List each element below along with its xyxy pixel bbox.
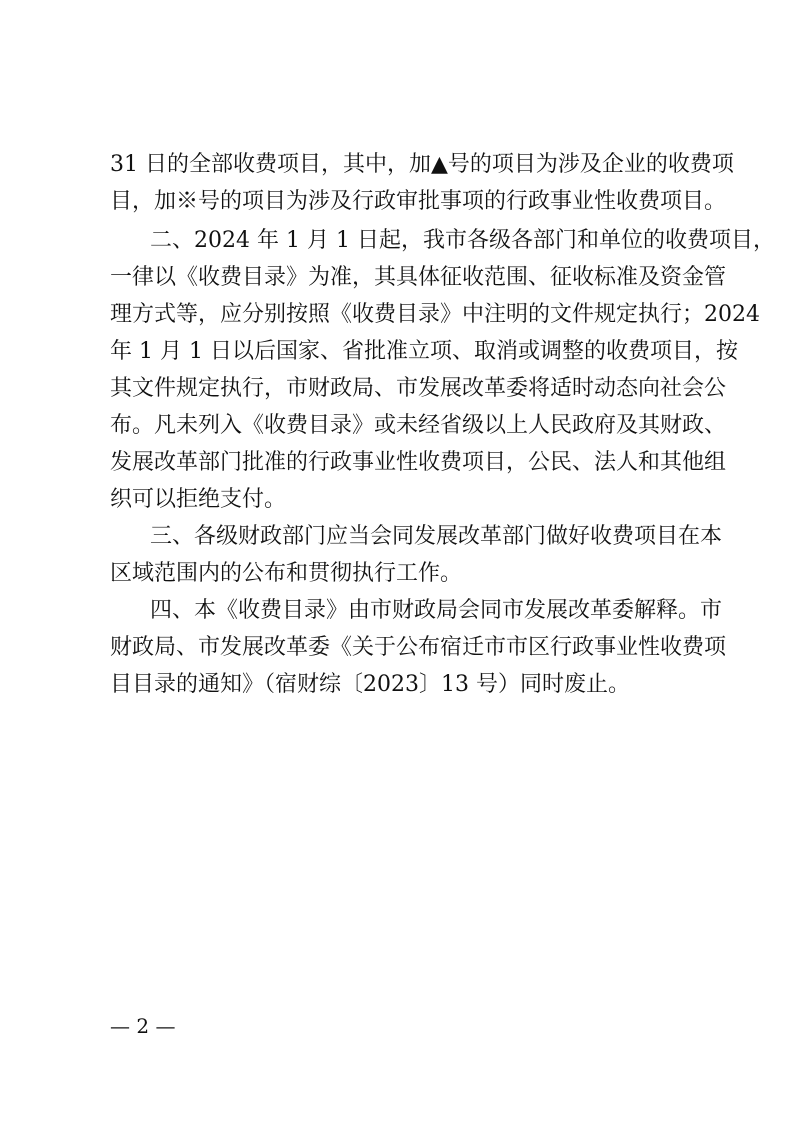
- text-line: 区域范围内的公布和贯彻执行工作。: [110, 561, 463, 586]
- paragraph-start-line: 四、本《收费目录》由市财政局会同市发展改革委解释。市: [150, 598, 723, 623]
- text-line: 理方式等，应分别按照《收费目录》中注明的文件规定执行；2024: [110, 302, 760, 327]
- text-line: 布。凡未列入《收费目录》或未经省级以上人民政府及其财政、: [110, 413, 727, 438]
- text-line: 其文件规定执行，市财政局、市发展改革委将适时动态向社会公: [110, 376, 727, 401]
- text-line: 发展改革部门批准的行政事业性收费项目，公民、法人和其他组: [110, 450, 727, 475]
- page-number: — 2 —: [110, 1014, 176, 1038]
- text-line: 财政局、市发展改革委《关于公布宿迁市市区行政事业性收费项: [110, 635, 727, 660]
- text-line: 目，加※号的项目为涉及行政审批事项的行政事业性收费项目。: [110, 189, 727, 214]
- paragraph-start-line: 二、2024 年 1 月 1 日起，我市各级各部门和单位的收费项目，: [150, 228, 775, 253]
- text-line: 织可以拒绝支付。: [110, 487, 287, 512]
- text-line: 目目录的通知》（宿财综〔2023〕13 号）同时废止。: [110, 672, 630, 697]
- text-line: 年 1 月 1 日以后国家、省批准立项、取消或调整的收费项目，按: [110, 339, 738, 364]
- text-line: 一律以《收费目录》为准，其具体征收范围、征收标准及资金管: [110, 265, 727, 290]
- text-line: 31 日的全部收费项目，其中，加▲号的项目为涉及企业的收费项: [110, 152, 734, 177]
- paragraph-start-line: 三、各级财政部门应当会同发展改革部门做好收费项目在本: [150, 524, 723, 549]
